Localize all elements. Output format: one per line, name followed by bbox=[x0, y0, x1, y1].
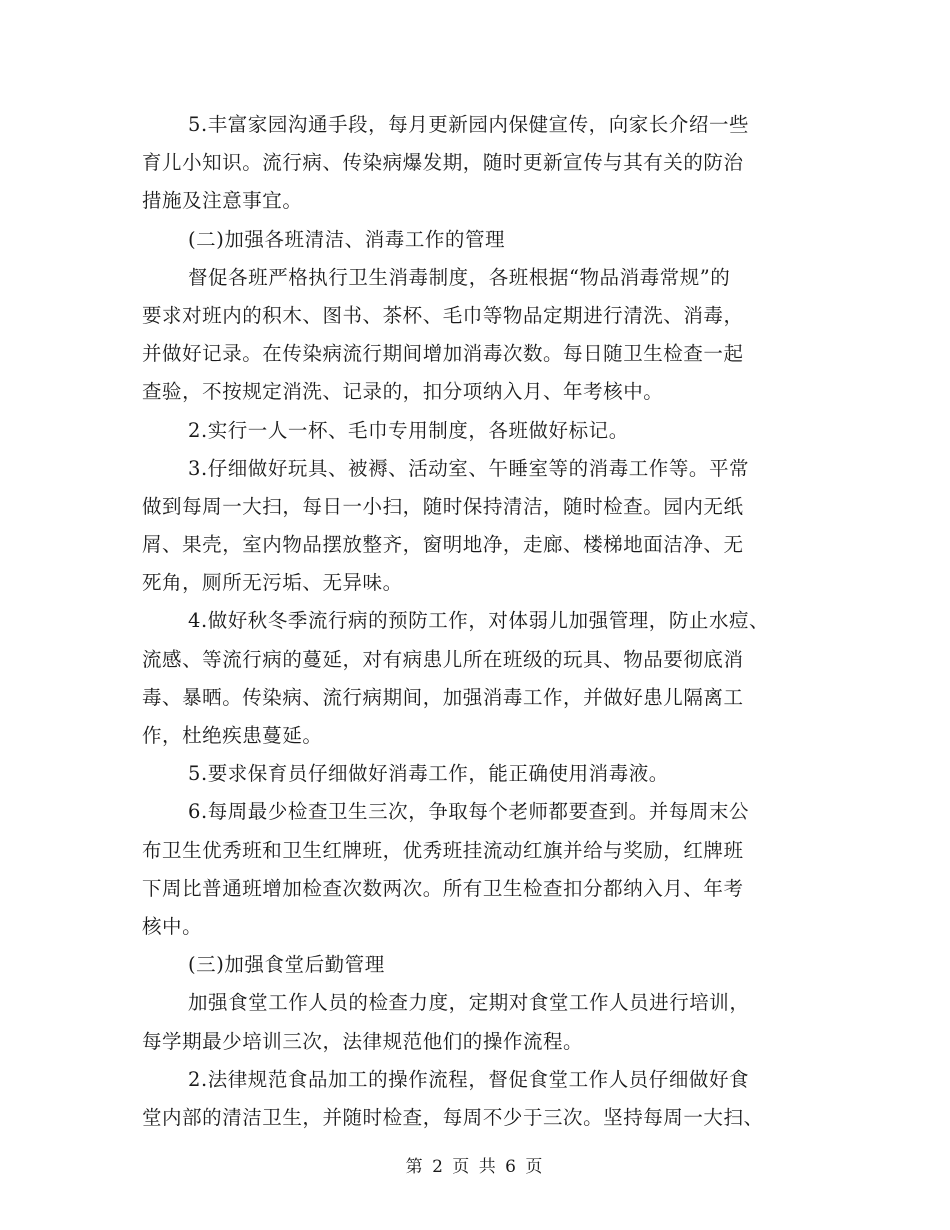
document-body bbox=[142, 106, 810, 1137]
text-line: 布卫生优秀班和卫生红牌班，优秀班挂流动红旗并给与奖励，红牌班 bbox=[142, 838, 744, 862]
text-line: (二)加强各班清洁、消毒工作的管理 bbox=[188, 227, 506, 251]
text-line: 并做好记录。在传染病流行期间增加消毒次数。每日随卫生检查一起 bbox=[142, 342, 744, 366]
text-line: 3.仔细做好玩具、被褥、活动室、午睡室等的消毒工作等。平常 bbox=[188, 456, 750, 480]
text-line: (三)加强食堂后勤管理 bbox=[188, 953, 385, 977]
text-line: 做到每周一大扫，每日一小扫，随时保持清洁，随时检查。园内无纸 bbox=[142, 494, 744, 518]
text-line: 措施及注意事宜。 bbox=[142, 189, 303, 213]
text-line: 6.每周最少检查卫生三次，争取每个老师都要查到。并每周末公 bbox=[188, 800, 750, 824]
text-line: 查验，不按规定消洗、记录的，扣分项纳入月、年考核中。 bbox=[142, 380, 664, 404]
text-line: 育儿小知识。流行病、传染病爆发期，随时更新宣传与其有关的防治 bbox=[142, 151, 744, 175]
text-line: 死角，厕所无污垢、无异味。 bbox=[142, 571, 403, 595]
text-line: 要求对班内的积木、图书、茶杯、毛巾等物品定期进行清洗、消毒， bbox=[142, 303, 744, 327]
text-line: 每学期最少培训三次，法律规范他们的操作流程。 bbox=[142, 1029, 584, 1053]
text-line: 4.做好秋冬季流行病的预防工作，对体弱儿加强管理，防止水痘、 bbox=[188, 609, 770, 633]
text-line: 作，杜绝疾患蔓延。 bbox=[142, 724, 323, 747]
text-line: 2.法律规范食品加工的操作流程，督促食堂工作人员仔细做好食 bbox=[188, 1067, 750, 1091]
text-line: 督促各班严格执行卫生消毒制度，各班根据“物品消毒常规”的 bbox=[188, 265, 731, 289]
text-line: 堂内部的清洁卫生，并随时检查，每周不少于三次。坚持每周一大扫、 bbox=[142, 1105, 764, 1129]
text-line: 2.实行一人一杯、毛巾专用制度，各班做好标记。 bbox=[188, 418, 629, 442]
text-line: 下周比普通班增加检查次数两次。所有卫生检查扣分都纳入月、年考 bbox=[142, 876, 744, 900]
text-line: 5.要求保育员仔细做好消毒工作，能正确使用消毒液。 bbox=[188, 762, 669, 786]
text-line: 5.丰富家园沟通手段，每月更新园内保健宣传，向家长介绍一些 bbox=[188, 113, 750, 136]
text-line: 加强食堂工作人员的检查力度，定期对食堂工作人员进行培训， bbox=[188, 991, 750, 1015]
text-line: 屑、果壳，室内物品摆放整齐，窗明地净，走廊、楼梯地面洁净、无 bbox=[142, 533, 744, 557]
text-line: 核中。 bbox=[142, 914, 203, 938]
page-footer: 第 2 页 共 6 页 bbox=[405, 1157, 545, 1177]
text-line: 流感、等流行病的蔓延，对有病患儿所在班级的玩具、物品要彻底消 bbox=[142, 647, 744, 671]
text-line: 毒、暴晒。传染病、流行病期间，加强消毒工作，并做好患儿隔离工 bbox=[142, 685, 744, 709]
